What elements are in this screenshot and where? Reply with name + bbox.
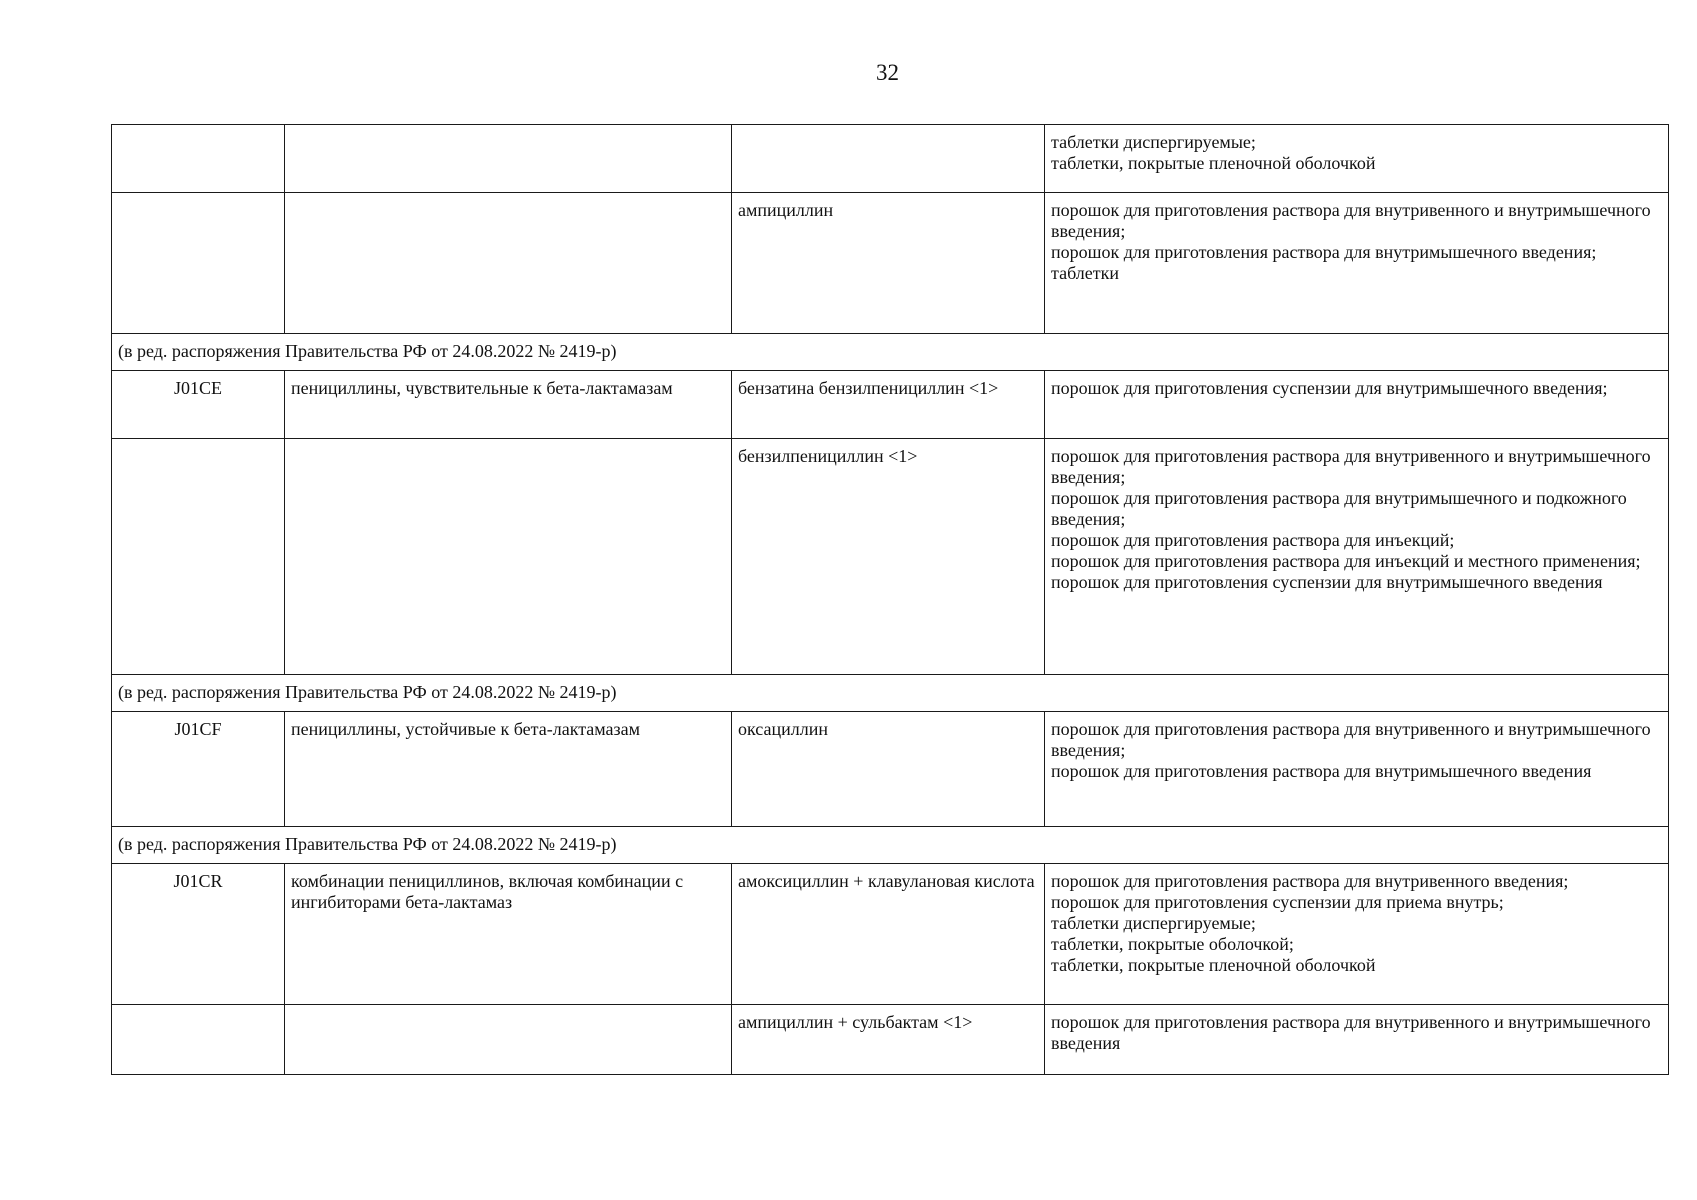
dosage-form-line: таблетки диспергируемые; — [1051, 913, 1256, 933]
table-row — [112, 193, 1669, 334]
drug-cell: бензилпенициллин <1> — [732, 439, 1045, 675]
table-row — [112, 371, 1669, 439]
dosage-form-line: порошок для приготовления раствора для внутривенного и внутримышечного введения — [1051, 1012, 1651, 1053]
dosage-form-line: порошок для приготовления раствора для инъекций; — [1051, 530, 1455, 550]
atc-code-cell — [112, 439, 285, 675]
dosage-form-line: таблетки — [1051, 263, 1120, 283]
group-cell — [285, 439, 732, 675]
table-row — [112, 712, 1669, 827]
dosage-forms-cell — [1045, 371, 1669, 439]
dosage-form-line: порошок для приготовления раствора для внутривенного и внутримышечного введения; — [1051, 200, 1651, 241]
dosage-forms-cell — [1045, 712, 1669, 827]
dosage-forms-cell — [1045, 1005, 1669, 1075]
amendment-note: (в ред. распоряжения Правительства РФ от 24.08.2022 № 2419-р) — [112, 675, 1669, 712]
drug-cell: оксациллин — [732, 712, 1045, 827]
dosage-form-line: таблетки, покрытые пленочной оболочкой — [1051, 153, 1376, 173]
dosage-form-line: порошок для приготовления раствора для внутримышечного введения — [1051, 761, 1592, 781]
dosage-form-line: порошок для приготовления раствора для внутривенного введения; — [1051, 871, 1569, 891]
atc-code-cell — [112, 1005, 285, 1075]
atc-code-cell: J01CE — [112, 371, 285, 439]
group-cell: пенициллины, чувствительные к бета-лактамазам — [285, 371, 732, 439]
atc-code-cell: J01CR — [112, 864, 285, 1005]
amendment-note-row — [112, 827, 1669, 864]
table-row — [112, 864, 1669, 1005]
atc-code-cell — [112, 193, 285, 334]
amendment-note: (в ред. распоряжения Правительства РФ от 24.08.2022 № 2419-р) — [112, 334, 1669, 371]
drug-cell: амоксициллин + клавулановая кислота — [732, 864, 1045, 1005]
dosage-form-line: таблетки диспергируемые; — [1051, 132, 1256, 152]
amendment-note: (в ред. распоряжения Правительства РФ от 24.08.2022 № 2419-р) — [112, 827, 1669, 864]
page-number: 32 — [876, 60, 899, 85]
dosage-form-line: таблетки, покрытые оболочкой; — [1051, 934, 1294, 954]
atc-code-cell — [112, 125, 285, 193]
drug-table — [111, 124, 1669, 1075]
group-cell: пенициллины, устойчивые к бета-лактамазам — [285, 712, 732, 827]
dosage-form-line: порошок для приготовления суспензии для внутримышечного введения; — [1051, 378, 1608, 398]
drug-cell: ампициллин + сульбактам <1> — [732, 1005, 1045, 1075]
dosage-forms-cell — [1045, 439, 1669, 675]
dosage-form-line: порошок для приготовления раствора для внутримышечного введения; — [1051, 242, 1597, 262]
dosage-forms-cell — [1045, 193, 1669, 334]
dosage-form-line: порошок для приготовления раствора для внутримышечного и подкожного введения; — [1051, 488, 1627, 529]
group-cell — [285, 193, 732, 334]
dosage-form-line: порошок для приготовления раствора для внутривенного и внутримышечного введения; — [1051, 446, 1651, 487]
drug-cell — [732, 125, 1045, 193]
table-row — [112, 1005, 1669, 1075]
table-row — [112, 125, 1669, 193]
group-cell — [285, 1005, 732, 1075]
drug-cell: ампициллин — [732, 193, 1045, 334]
amendment-note-row — [112, 675, 1669, 712]
group-cell — [285, 125, 732, 193]
dosage-forms-cell — [1045, 125, 1669, 193]
drug-cell: бензатина бензилпенициллин <1> — [732, 371, 1045, 439]
dosage-forms-cell — [1045, 864, 1669, 1005]
group-cell: комбинации пенициллинов, включая комбинации с ингибиторами бета-лактамаз — [285, 864, 732, 1005]
table-row — [112, 439, 1669, 675]
atc-code-cell: J01CF — [112, 712, 285, 827]
dosage-form-line: порошок для приготовления суспензии для внутримышечного введения — [1051, 572, 1603, 592]
dosage-form-line: порошок для приготовления раствора для инъекций и местного применения; — [1051, 551, 1641, 571]
dosage-form-line: таблетки, покрытые пленочной оболочкой — [1051, 955, 1376, 975]
amendment-note-row — [112, 334, 1669, 371]
dosage-form-line: порошок для приготовления раствора для внутривенного и внутримышечного введения; — [1051, 719, 1651, 760]
dosage-form-line: порошок для приготовления суспензии для приема внутрь; — [1051, 892, 1504, 912]
